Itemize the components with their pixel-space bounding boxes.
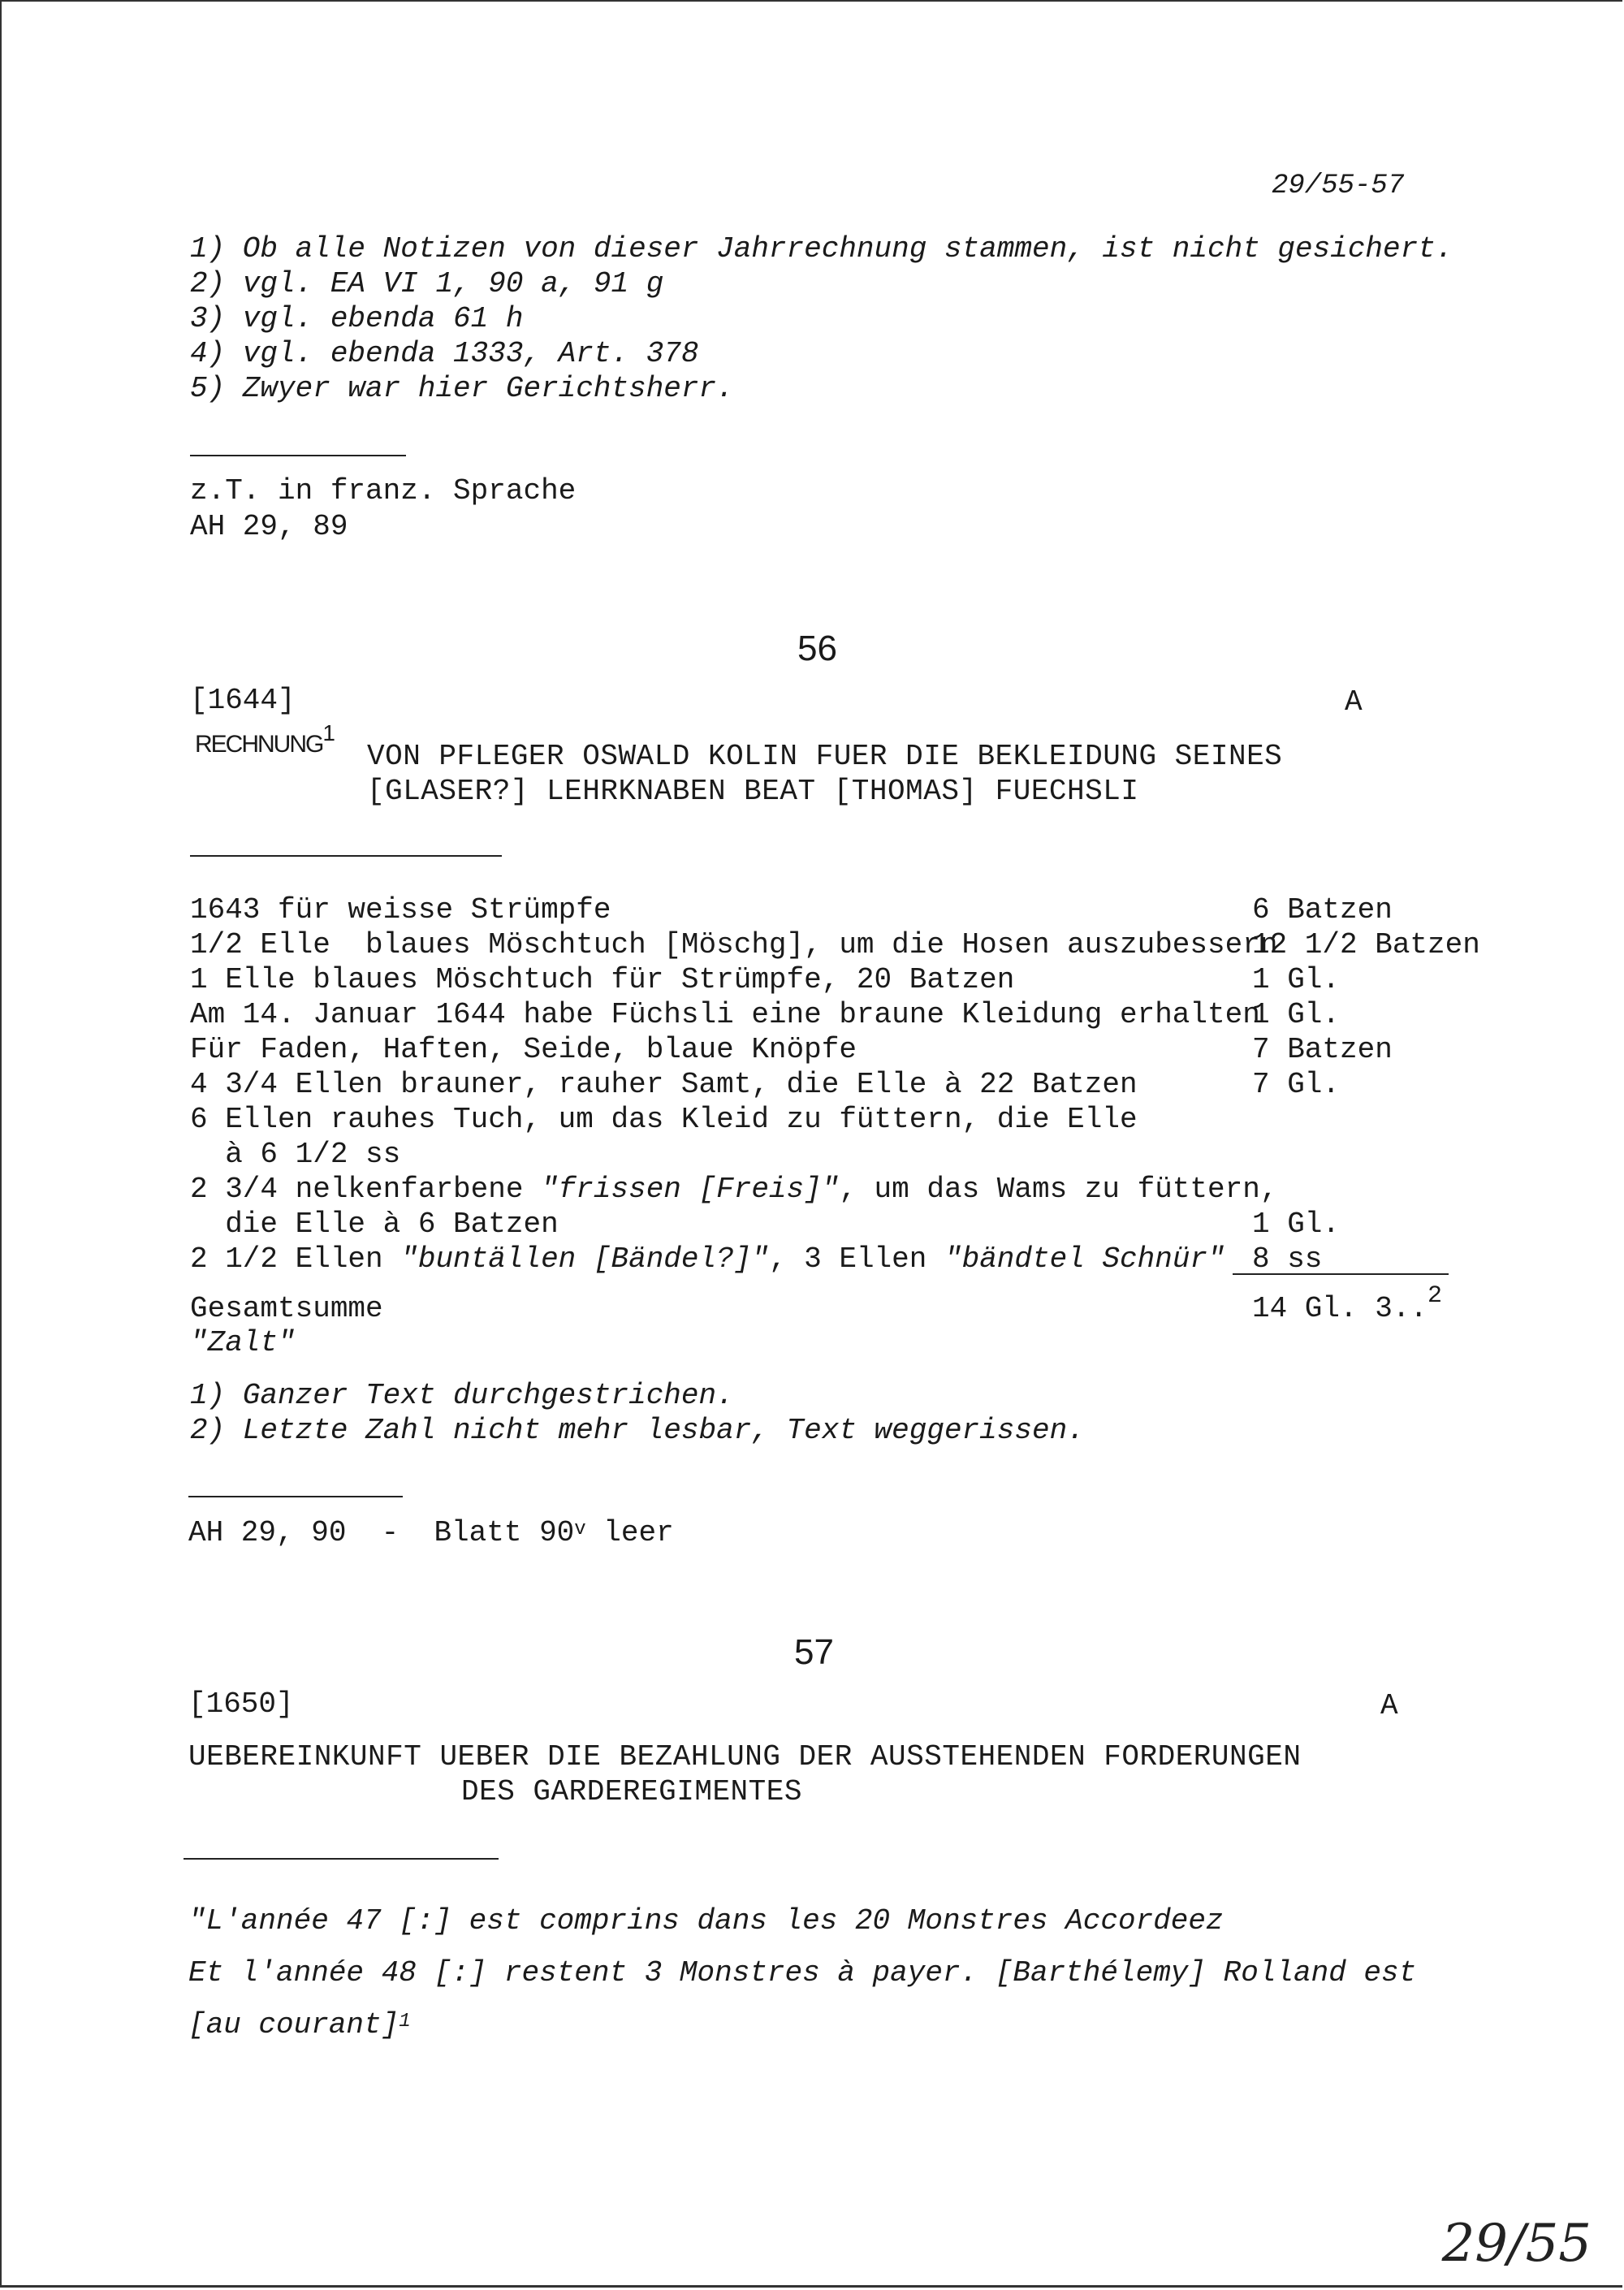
item-row (190, 1242, 1323, 1276)
total-label: Gesamtsumme (190, 1292, 383, 1325)
separator-rule (184, 1858, 499, 1860)
total-sup: 2 (1427, 1282, 1443, 1310)
doc57-text-line1: "L'année 47 [:] est comprins dans les 20 Monstres Accordeez (188, 1904, 1224, 1938)
item-row (190, 928, 1480, 961)
doc56-footnote-1: 1) Ganzer Text durchgestrichen. (190, 1379, 734, 1412)
item-amount: 7 Batzen (1252, 1033, 1393, 1066)
doc56-number: 56 (797, 629, 837, 668)
item-quote: "buntällen [Bändel?]" (400, 1242, 769, 1276)
handwritten-page-mark: 29/55 (1441, 2214, 1592, 2274)
item-text: Am 14. Januar 1644 habe Füchsli eine braune Kleidung erhalten (190, 998, 1260, 1031)
item-row (190, 998, 1341, 1031)
item-row (190, 1068, 1341, 1101)
item-text-end: , um das Wams zu füttern, (839, 1173, 1278, 1206)
item-quote-2: "bändtel Schnür" (944, 1242, 1225, 1276)
doc56-title-sup: 1 (322, 720, 334, 745)
doc56-title-line2: [GLASER?] LEHRKNABEN BEAT [THOMAS] FUECHSLI (367, 775, 1139, 808)
item-text: 2 3/4 nelkenfarbene (190, 1173, 542, 1206)
total-amount (1252, 1282, 1443, 1325)
doc56-date: [1644] (190, 684, 296, 717)
doc56-grade: A (1345, 685, 1363, 719)
footnote-3: 3) vgl. ebenda 61 h (190, 302, 524, 335)
item-row (190, 893, 1393, 927)
doc57-date: [1650] (188, 1687, 294, 1721)
top-footnotes (190, 231, 1453, 406)
item-amount: 8 ss (1252, 1242, 1323, 1276)
doc56-title-line1: VON PFLEGER OSWALD KOLIN FUER DIE BEKLEIDUNG SEINES (367, 740, 1283, 773)
doc57-text-line3-text: [au courant] (188, 2008, 400, 2042)
item-text: à 6 1/2 ss (190, 1138, 401, 1171)
item-text: Für Faden, Haften, Seide, blaue Knöpfe (190, 1033, 857, 1066)
item-row (190, 1033, 1393, 1066)
item-text: 1643 für weisse Strümpfe (190, 893, 611, 927)
total-amount-text: 14 Gl. 3.. (1252, 1292, 1428, 1325)
doc56-footnote-2: 2) Letzte Zahl nicht mehr lesbar, Text weggerissen. (190, 1414, 1085, 1447)
doc57-grade: A (1380, 1689, 1398, 1722)
footnote-4: 4) vgl. ebenda 1333, Art. 378 (190, 337, 699, 370)
doc57-text-line2: Et l'année 48 [:] restent 3 Monstres à payer. [Barthélemy] Rolland est (188, 1956, 1417, 1990)
item-amount: 6 Batzen (1252, 893, 1393, 927)
item-row (190, 1138, 400, 1171)
doc57-number: 57 (794, 1632, 834, 1672)
zalt-note: "Zalt" (190, 1326, 296, 1359)
doc57-text-sup: 1 (399, 2011, 411, 2033)
doc56-title-word (195, 720, 334, 758)
page-reference: 29/55-57 (1272, 171, 1405, 201)
total-rule (1233, 1273, 1449, 1275)
item-text: 4 3/4 Ellen brauner, rauher Samt, die Elle à 22 Batzen (190, 1068, 1138, 1101)
item-text: 1/2 Elle blaues Möschtuch [Möschg], um die Hosen auszubessern (190, 928, 1278, 961)
footnote-1: 1) Ob alle Notizen von dieser Jahrrechnung stammen, ist nicht gesichert. (190, 232, 1453, 266)
source-archive: AH 29, 89 (190, 510, 348, 543)
doc56-source-end: leer (585, 1516, 674, 1549)
item-text: die Elle à 6 Batzen (190, 1208, 559, 1241)
item-row (190, 1208, 1341, 1241)
item-amount: 12 1/2 Batzen (1252, 928, 1480, 961)
doc57-title-line1: UEBEREINKUNFT UEBER DIE BEZAHLUNG DER AUSSTEHENDEN FORDERUNGEN (188, 1740, 1302, 1774)
doc56-footnotes (190, 1378, 1085, 1448)
item-row (190, 1173, 1277, 1206)
item-amount: 1 Gl. (1252, 998, 1341, 1031)
doc56-source (188, 1516, 674, 1549)
footnote-5: 5) Zwyer war hier Gerichtsherr. (190, 372, 734, 405)
separator-rule (188, 1496, 403, 1497)
item-amount: 1 Gl. (1252, 963, 1341, 996)
doc56-source-text: AH 29, 90 - Blatt 90 (188, 1516, 575, 1549)
item-quote: "frissen [Freis]" (541, 1173, 840, 1206)
item-amount: 1 Gl. (1252, 1208, 1341, 1241)
separator-rule (190, 855, 502, 857)
item-text-mid: , 3 Ellen (768, 1242, 944, 1276)
item-text: 1 Elle blaues Möschtuch für Strümpfe, 20 Batzen (190, 963, 1015, 996)
item-text: 2 1/2 Ellen (190, 1242, 401, 1276)
doc56-title-word-text: RECHNUNG (195, 731, 323, 758)
doc57-text (188, 1895, 1416, 2055)
source-note (190, 473, 576, 545)
item-amount: 7 Gl. (1252, 1068, 1341, 1101)
doc57-title-line2: DES GARDEREGIMENTES (461, 1775, 802, 1808)
doc56-source-sup: v (574, 1519, 586, 1540)
separator-rule (190, 455, 406, 456)
source-language: z.T. in franz. Sprache (190, 474, 577, 508)
item-text: 6 Ellen rauhes Tuch, um das Kleid zu füttern, die Elle (190, 1103, 1138, 1136)
doc57-text-line3 (188, 1999, 1416, 2055)
doc56-title (367, 739, 1282, 809)
item-row (190, 963, 1341, 996)
footnote-2: 2) vgl. EA VI 1, 90 a, 91 g (190, 267, 664, 300)
item-row (190, 1103, 1138, 1136)
